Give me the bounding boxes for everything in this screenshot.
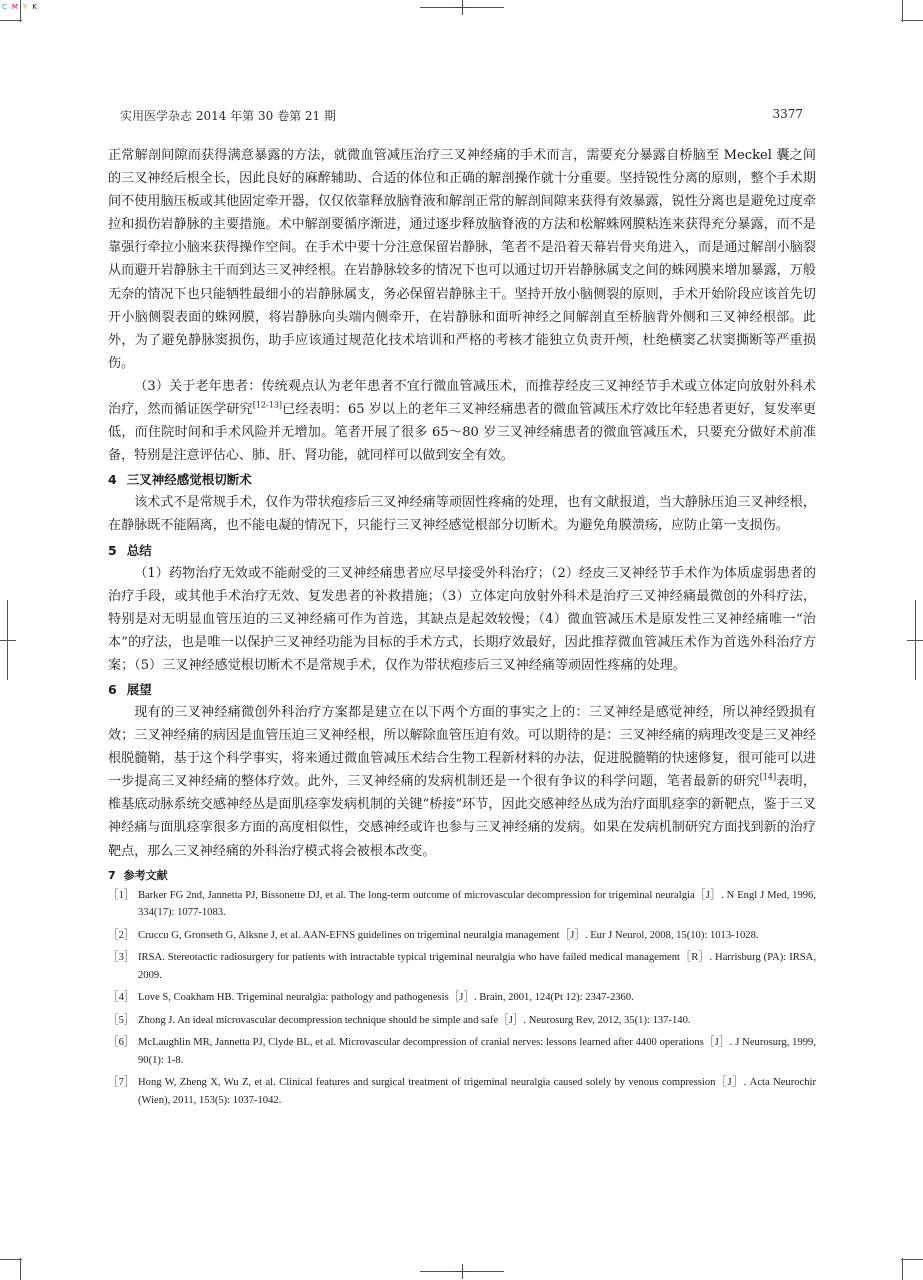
article-body xyxy=(108,144,816,1114)
citation-superscript[interactable]: [14] xyxy=(759,772,777,782)
paragraph-text: （3）关于老年患者：传统观点认为老年患者不宜行微血管减压术，而推荐经皮三叉神经节手术或立体定向放射外科术治疗，然而循证医学研究 xyxy=(108,378,816,418)
reference-text: Cruccu G, Gronseth G, Alksne J, et al. AAN-EFNS guidelines on trigeminal neuralgia management［J］. Eur J Neurol, 2008, 15(10): 1013-1028. xyxy=(138,929,759,941)
journal-citation: 实用医学杂志 2014 年第 30 卷第 21 期 xyxy=(120,109,336,123)
reference-text: Hong W, Zheng X, Wu Z, et al. Clinical features and surgical treatment of trigeminal neuralgia caused solely by venous compression［J］. Acta Neurochir (Wien), 2011, 153(5): 1037-1042. xyxy=(138,1077,816,1106)
reference-item xyxy=(108,989,816,1007)
cmyk-m: M xyxy=(11,2,19,11)
cmyk-y: Y xyxy=(22,2,29,11)
reference-number: ［7］ xyxy=(108,1077,135,1089)
section-title: 总结 xyxy=(126,542,152,558)
paragraph-sensory-root: 该术式不是常规手术，仅作为带状疱疹后三叉神经痛等顽固性疼痛的处理，也有文献报道，当大静脉压迫三叉神经根，在静脉既不能隔离，也不能电凝的情况下，只能行三叉神经感觉根部分切断术。为避免角膜溃疡，应防止第一支损伤。 xyxy=(108,495,816,534)
reference-item xyxy=(108,1074,816,1109)
reference-item xyxy=(108,1012,816,1030)
cmyk-c: C xyxy=(2,2,8,11)
crop-mark-bottom-right xyxy=(902,1258,903,1280)
register-mark-top xyxy=(455,0,470,15)
section-number: 5 xyxy=(108,542,117,558)
reference-item xyxy=(108,949,816,984)
crop-mark-top-left-h xyxy=(0,20,22,21)
reference-item xyxy=(108,1034,816,1069)
section-title: 三叉神经感觉根切断术 xyxy=(126,472,252,488)
reference-text: McLaughlin MR, Jannetta PJ, Clyde BL, et al. Microvascular decompression of cranial nerves: lessons learned after 4400 operations［J］. J Neurosurg, 1999, 90(1): 1-8. xyxy=(138,1037,816,1066)
paragraph-text: 现有的三叉神经痛微创外科治疗方案都是建立在以下两个方面的事实之上的：三叉神经是感觉神经，所以神经毁损有效；三叉神经痛的病因是血管压迫三叉神经根，所以解除血管压迫有效。可以期待的是：三叉神经痛的病理改变是三叉神经根脱髓鞘，基于这个科学事实，将来通过微血管减压术结合生物工程新材料的办法，促进脱髓鞘的快速修复，很可能可以进一步提高三叉神经痛的整体疗效。此外，三叉神经痛的发病机制还是一个很有争议的科学问题，笔者最新的研究 xyxy=(108,704,816,790)
crop-mark-top-left xyxy=(20,0,21,22)
crop-mark-bottom-left xyxy=(20,1258,21,1280)
register-line-left xyxy=(0,640,16,641)
reference-text: Zhong J. An ideal microvascular decompression technique should be simple and safe［J］. Neurosurg Rev, 2012, 35(1): 137-140. xyxy=(138,1014,691,1026)
crop-mark-top-right-h xyxy=(901,20,923,21)
paragraph-continuation: 正常解剖间隙而获得满意暴露的方法，就微血管减压治疗三叉神经痛的手术而言，需要充分暴露自桥脑至 Meckel 囊之间的三叉神经后根全长，因此良好的麻醉辅助、合适的体位和正确的解剖操作就十分重要。坚持锐性分离的原则，整个手术期间不使用脑压板或其他固定牵开器，仅仅依靠释放脑脊液和解剖正常的解剖间隙来获得有效暴露，锐性分离也是避免过度牵拉和损伤岩静脉的主要措施。术中解剖要循序渐进，通过逐步释放脑脊液的方法和松解蛛网膜粘连来获得充分暴露，而不是靠强行牵拉小脑来获得操作空间。在手术中要十分注意保留岩静脉，笔者不是沿着天幕岩骨夹角进入，而是通过解剖小脑裂从而避开岩静脉主干而到达三叉神经根。在岩静脉较多的情况下也可以通过切开岩静脉属支之间的蛛网膜来增加暴露，万般无奈的情况下也只能牺牲最细小的岩静脉属支，务必保留岩静脉主干。坚持开放小脑侧裂的原则，手术开始阶段应该首先切开小脑侧裂表面的蛛网膜，将岩静脉向头端内侧牵开，在岩静脉和面听神经之间解剖直至桥脑背外侧和三叉神经根部。此外，为了避免静脉窦损伤，助手应该通过规范化技术培训和严格的考核才能独立负责开颅，杜绝横窦乙状窦撕断等严重损伤。 xyxy=(108,148,816,371)
reference-number: ［6］ xyxy=(108,1037,135,1049)
reference-number: ［5］ xyxy=(108,1014,135,1026)
paragraph-text: 已经表明：65 岁以上的老年三叉神经痛患者的微血管减压术疗效比年轻患者更好，复发率更低，而住院时间和手术风险并无增加。笔者开展了很多 65～80 岁三叉神经痛患者的微血管减压术，只要充分做好术前准备，特别是注意评估心、肺、肝、肾功能，就同样可以做到安全有效。 xyxy=(108,402,816,464)
reference-text: IRSA. Stereotactic radiosurgery for patients with intractable typical trigeminal neuralgia who have failed medical management［R］. Harrisburg (PA): IRSA, 2009. xyxy=(138,952,816,981)
citation-superscript[interactable]: [12-13] xyxy=(252,400,283,410)
section-number: 4 xyxy=(108,472,117,488)
section-heading-6 xyxy=(108,678,816,701)
section-number: 6 xyxy=(108,681,117,697)
register-mark-bottom xyxy=(455,1264,470,1279)
section-title: 参考文献 xyxy=(123,868,168,882)
running-head xyxy=(120,107,803,125)
references-heading xyxy=(108,867,816,885)
section-title: 展望 xyxy=(126,681,152,697)
cmyk-k: K xyxy=(32,2,38,11)
reference-text: Love S, Coakham HB. Trigeminal neuralgia: pathology and pathogenesis［J］. Brain, 2001, 124(Pt 12): 2347-2360. xyxy=(138,992,634,1004)
reference-item xyxy=(108,887,816,922)
crop-mark-bottom-left-h xyxy=(0,1259,22,1260)
paragraph-elderly-patients xyxy=(108,375,816,467)
crop-mark-top-right xyxy=(902,0,903,22)
section-heading-4 xyxy=(108,468,816,491)
paragraph-outlook xyxy=(108,701,816,863)
register-line-left-v xyxy=(7,600,8,680)
reference-text: Barker FG 2nd, Jannetta PJ, Bissonette DJ, et al. The long-term outcome of microvascular decompression for trigeminal neuralgia［J］. N Engl J Med, 1996, 334(17): 1077-1083. xyxy=(138,889,816,919)
section-heading-5 xyxy=(108,539,816,562)
reference-number: ［3］ xyxy=(108,952,135,964)
reference-number: ［1］ xyxy=(108,889,135,901)
paragraph-text: 表明，椎基底动脉系统交感神经丛是面肌痉挛发病机制的关键“桥接”环节，因此交感神经丛成为治疗面肌痉挛的新靶点，鉴于三叉神经痛与面肌痉挛很多方面的高度相似性，交感神经或许也参与三叉神经痛的发病。如果在发病机制研究方面找到新的治疗靶点，那么三叉神经痛的外科治疗模式将会被根本改变。 xyxy=(108,774,817,859)
paragraph-summary: （1）药物治疗无效或不能耐受的三叉神经痛患者应尽早接受外科治疗；（2）经皮三叉神经节手术作为体质虚弱患者的治疗手段，或其他手术治疗无效、复发患者的补救措施；（3）立体定向放射外科术是治疗三叉神经痛最微创的外科疗法，特别是对无明显血管压迫的三叉神经痛可作为首选，其缺点是起效较慢；（4）微血管减压术是原发性三叉神经痛唯一“治本”的疗法，也是唯一以保护三叉神经功能为目标的手术方式，长期疗效最好，因此推荐微血管减压术作为首选外科治疗方案；（5）三叉神经感觉根切断术不是常规手术，仅作为带状疱疹后三叉神经痛等顽固性疼痛的处理。 xyxy=(108,565,816,673)
reference-list xyxy=(108,887,816,1110)
register-line-right-v xyxy=(915,600,916,680)
reference-number: ［4］ xyxy=(108,992,135,1004)
page-number: 3377 xyxy=(772,107,803,121)
crop-mark-bottom-right-h xyxy=(901,1259,923,1260)
section-number: 7 xyxy=(108,868,116,882)
reference-number: ［2］ xyxy=(108,929,135,941)
reference-item xyxy=(108,927,816,945)
